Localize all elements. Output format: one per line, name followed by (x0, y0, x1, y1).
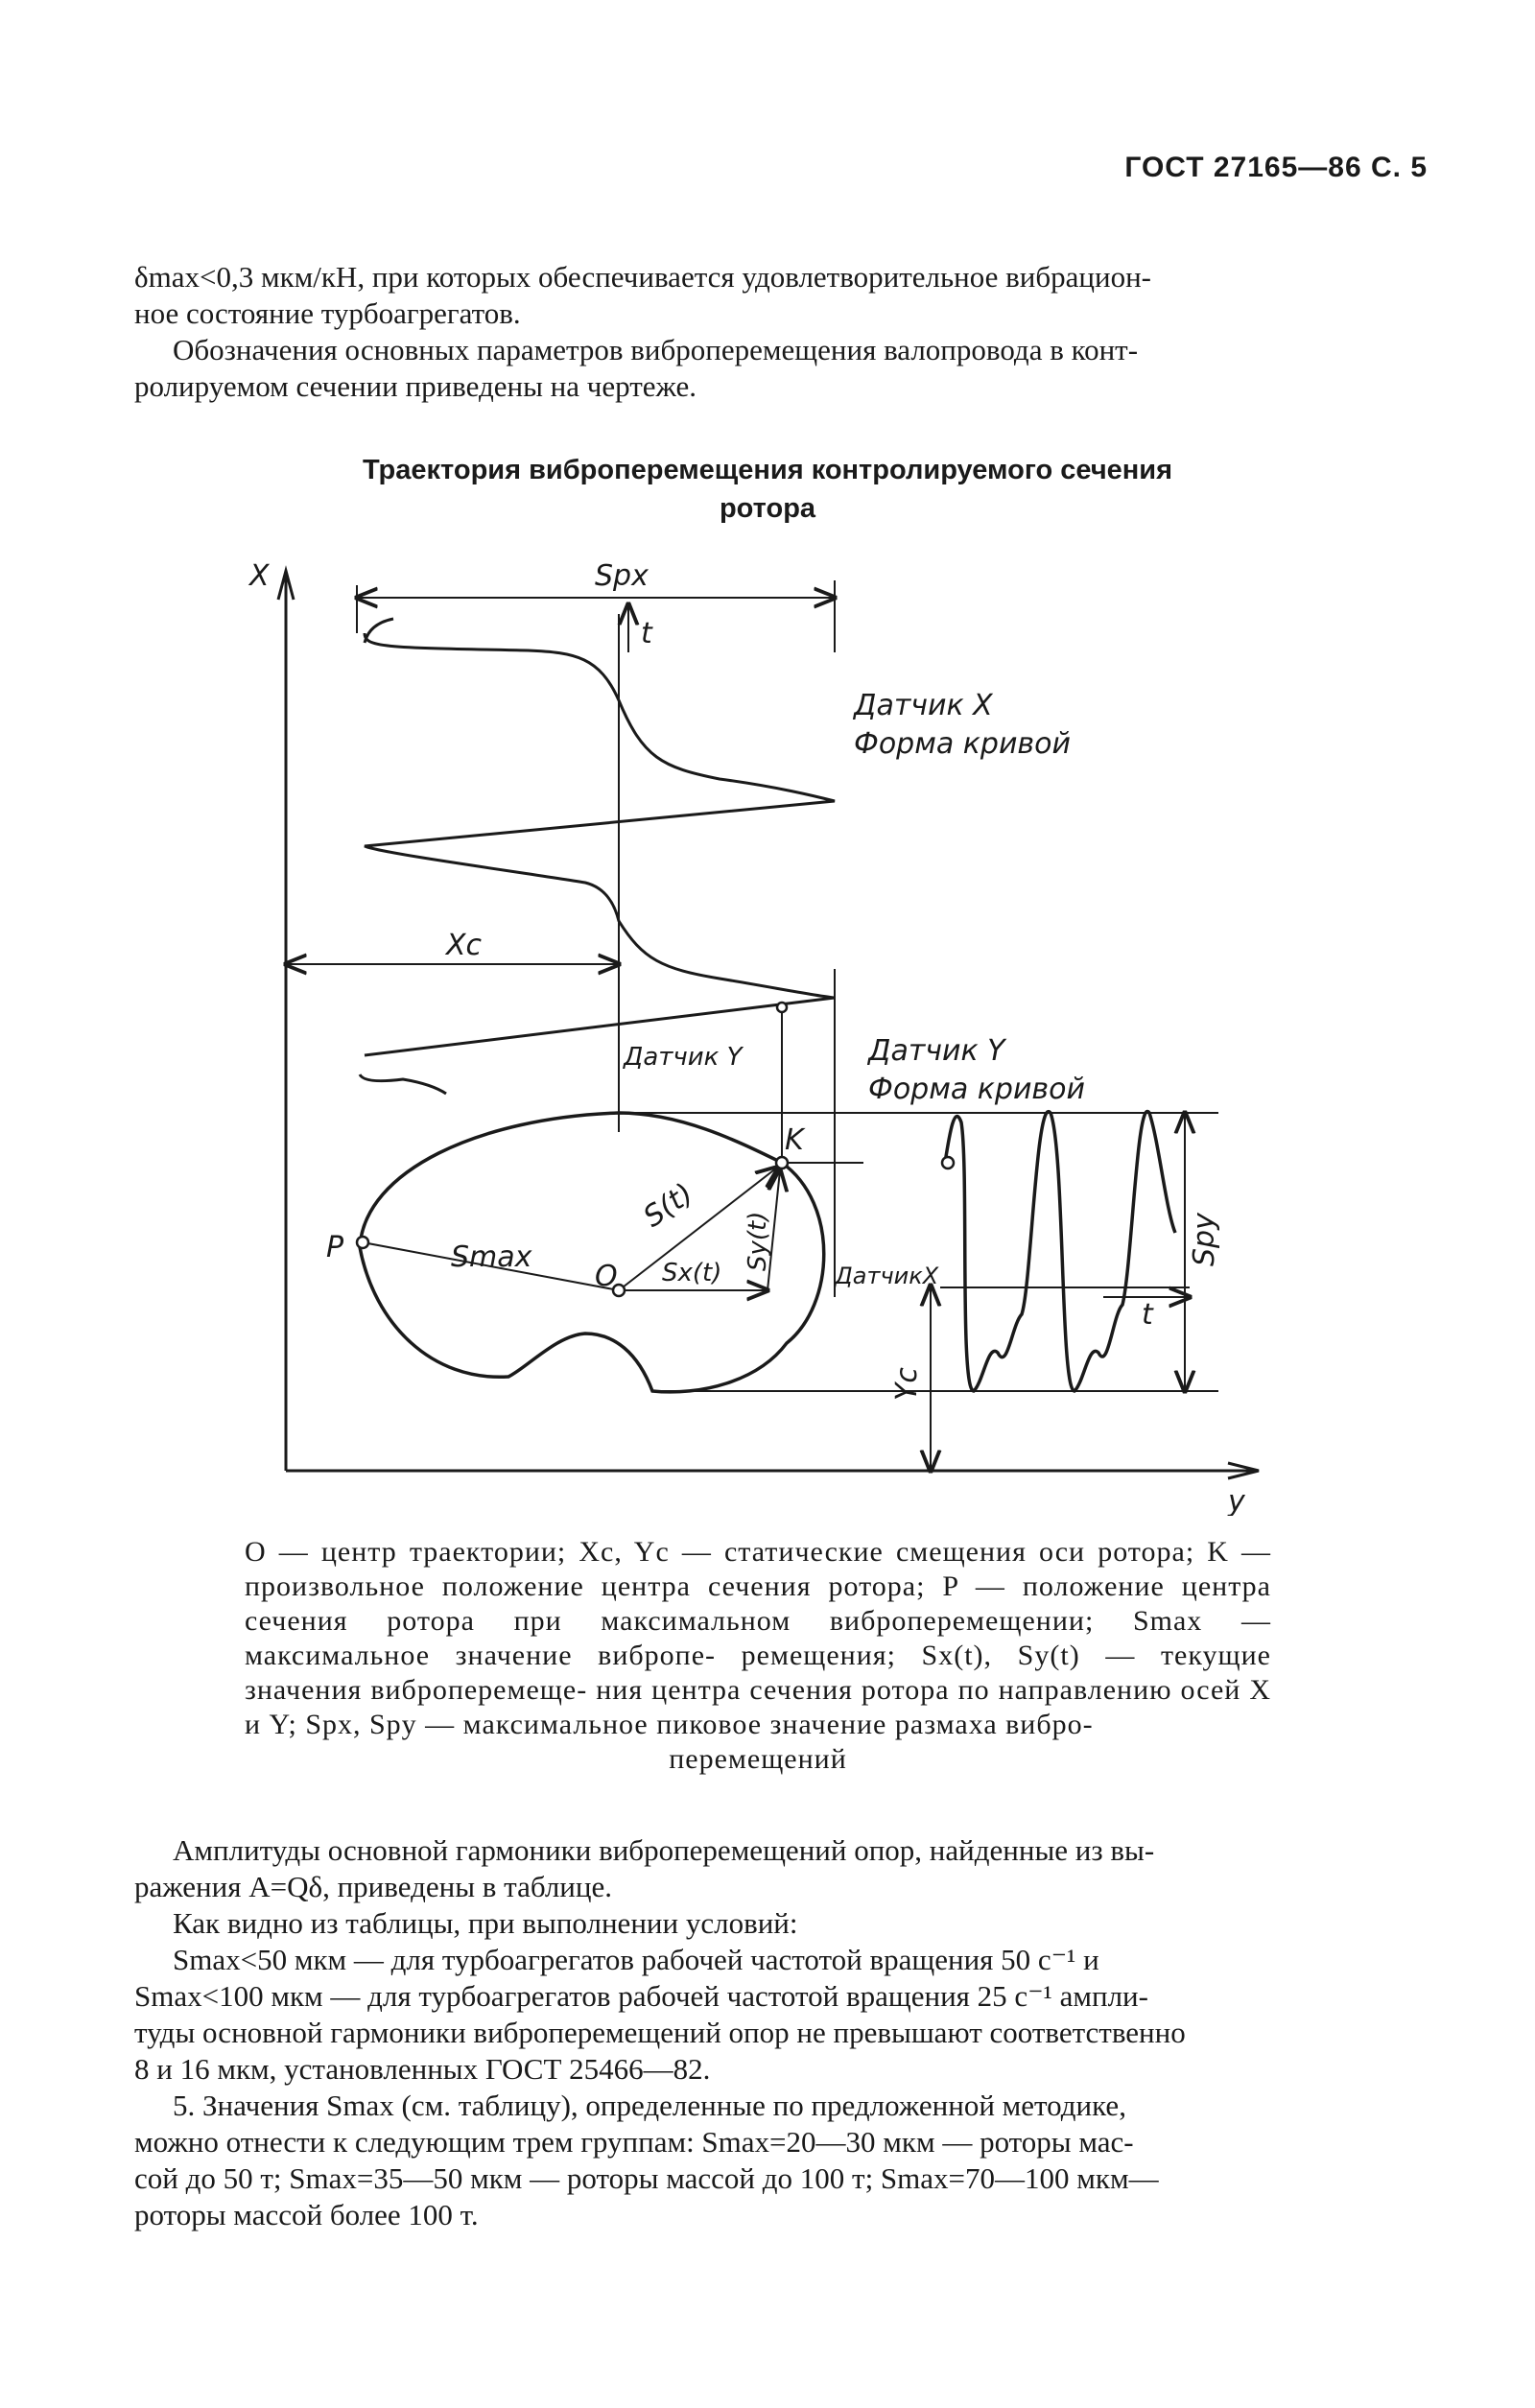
trajectory-diagram (240, 556, 1295, 1516)
body-line-10: сой до 50 т; Smax=35—50 мкм — роторы массой до 100 т; Smax=70—100 мкм— (134, 2161, 1159, 2195)
marker-point-top (777, 1003, 787, 1012)
sensor-x-name: Датчик X (854, 689, 993, 722)
sensor-y-center-label: Датчик Y (624, 1043, 743, 1072)
sensor-y-waveform (945, 1111, 1175, 1391)
body-line-6: туды основной гармоники виброперемещений опор не превышают соответственно (134, 2016, 1186, 2049)
smax-label: Smax (451, 1240, 532, 1274)
body-line-2: ражения A=Qδ, приведены в таблице. (134, 1870, 612, 1903)
spy-label: Spy (1188, 1213, 1221, 1266)
point-k (776, 1157, 788, 1169)
caption-line-2: ротора; K — произвольное положение центра сечения ротора; (245, 1536, 1272, 1602)
intro-paragraph (134, 259, 1429, 405)
intro-line-4: ролируемом сечении приведены на чертеже. (134, 369, 697, 403)
body-line-5: Smax<100 мкм — для турбоагрегатов рабочей частотой вращения 25 с⁻¹ ампли- (134, 1979, 1148, 2013)
axis-y-label: y (1228, 1485, 1245, 1516)
sensor-x-small-label: ДатчикX (835, 1263, 939, 1289)
s-t-label: S(t) (637, 1176, 700, 1235)
sensor-x-waveform (365, 619, 835, 1055)
t-right-label: t (1142, 1298, 1153, 1332)
intro-line-2: ное состояние турбоагрегатов. (134, 296, 521, 330)
point-p (357, 1237, 368, 1248)
point-y-sensor (942, 1157, 954, 1169)
page-header: ГОСТ 27165—86 С. 5 (1124, 152, 1428, 183)
caption-line-5: ремещения; Sx(t), Sy(t) — текущие значения виброперемеще- (245, 1640, 1271, 1706)
sensor-y-form: Форма кривой (868, 1073, 1085, 1106)
figure-caption (245, 1535, 1271, 1777)
body-line-8: 5. Значения Smax (см. таблицу), определенные по предложенной методике, (173, 2089, 1126, 2122)
sy-t-label: Sy(t) (744, 1211, 772, 1271)
p-label: P (326, 1231, 344, 1264)
intro-line-3: Обозначения основных параметров виброперемещения валопровода в конт- (173, 333, 1139, 366)
caption-line-6: ния центра сечения ротора по направлению осей X и Y; (245, 1674, 1272, 1740)
k-label: K (785, 1123, 804, 1157)
caption-last-line: перемещений (669, 1743, 847, 1775)
figure-title (240, 451, 1295, 528)
body-paragraph (134, 1832, 1429, 2233)
figure-title-line-1: Траектория виброперемещения контролируемого сечения (362, 455, 1173, 485)
sensor-x-form: Форма кривой (854, 727, 1071, 761)
body-line-1: Амплитуды основной гармоники виброперемещений опор, найденные из вы- (173, 1833, 1155, 1867)
axis-x-label: X (249, 559, 270, 593)
yc-label: Yc (890, 1367, 924, 1401)
sx-t-label: Sx(t) (662, 1259, 722, 1287)
body-line-11: роторы массой более 100 т. (134, 2198, 479, 2231)
body-line-9: можно отнести к следующим трем группам: Smax=20—30 мкм — роторы мас- (134, 2125, 1134, 2159)
body-line-4: Smax<50 мкм — для турбоагрегатов рабочей частотой вращения 50 с⁻¹ и (173, 1943, 1099, 1976)
caption-line-3: P — положение центра сечения ротора при максимальном (245, 1570, 1271, 1637)
body-line-7: 8 и 16 мкм, установленных ГОСТ 25466—82. (134, 2052, 711, 2086)
caption-line-1: O — центр траектории; Xc, Yc — статические смещения оси (245, 1536, 1086, 1568)
t-top-label: t (641, 617, 652, 650)
o-label: O (595, 1260, 618, 1293)
intro-line-1: δmax<0,3 мкм/кН, при которых обеспечивается удовлетворительное вибрацион- (134, 260, 1151, 294)
sensor-y-name: Датчик Y (868, 1034, 1005, 1068)
xc-label: Xc (446, 929, 483, 962)
figure-title-line-2: ротора (719, 493, 816, 524)
body-line-3: Как видно из таблицы, при выполнении условий: (173, 1906, 798, 1940)
caption-line-7: Spx, Spy — максимальное пиковое значение размаха вибро- (305, 1709, 1094, 1740)
caption-line-4: виброперемещении; Smax — максимальное значение вибропе- (245, 1605, 1272, 1671)
spx-label: Spx (595, 559, 649, 593)
